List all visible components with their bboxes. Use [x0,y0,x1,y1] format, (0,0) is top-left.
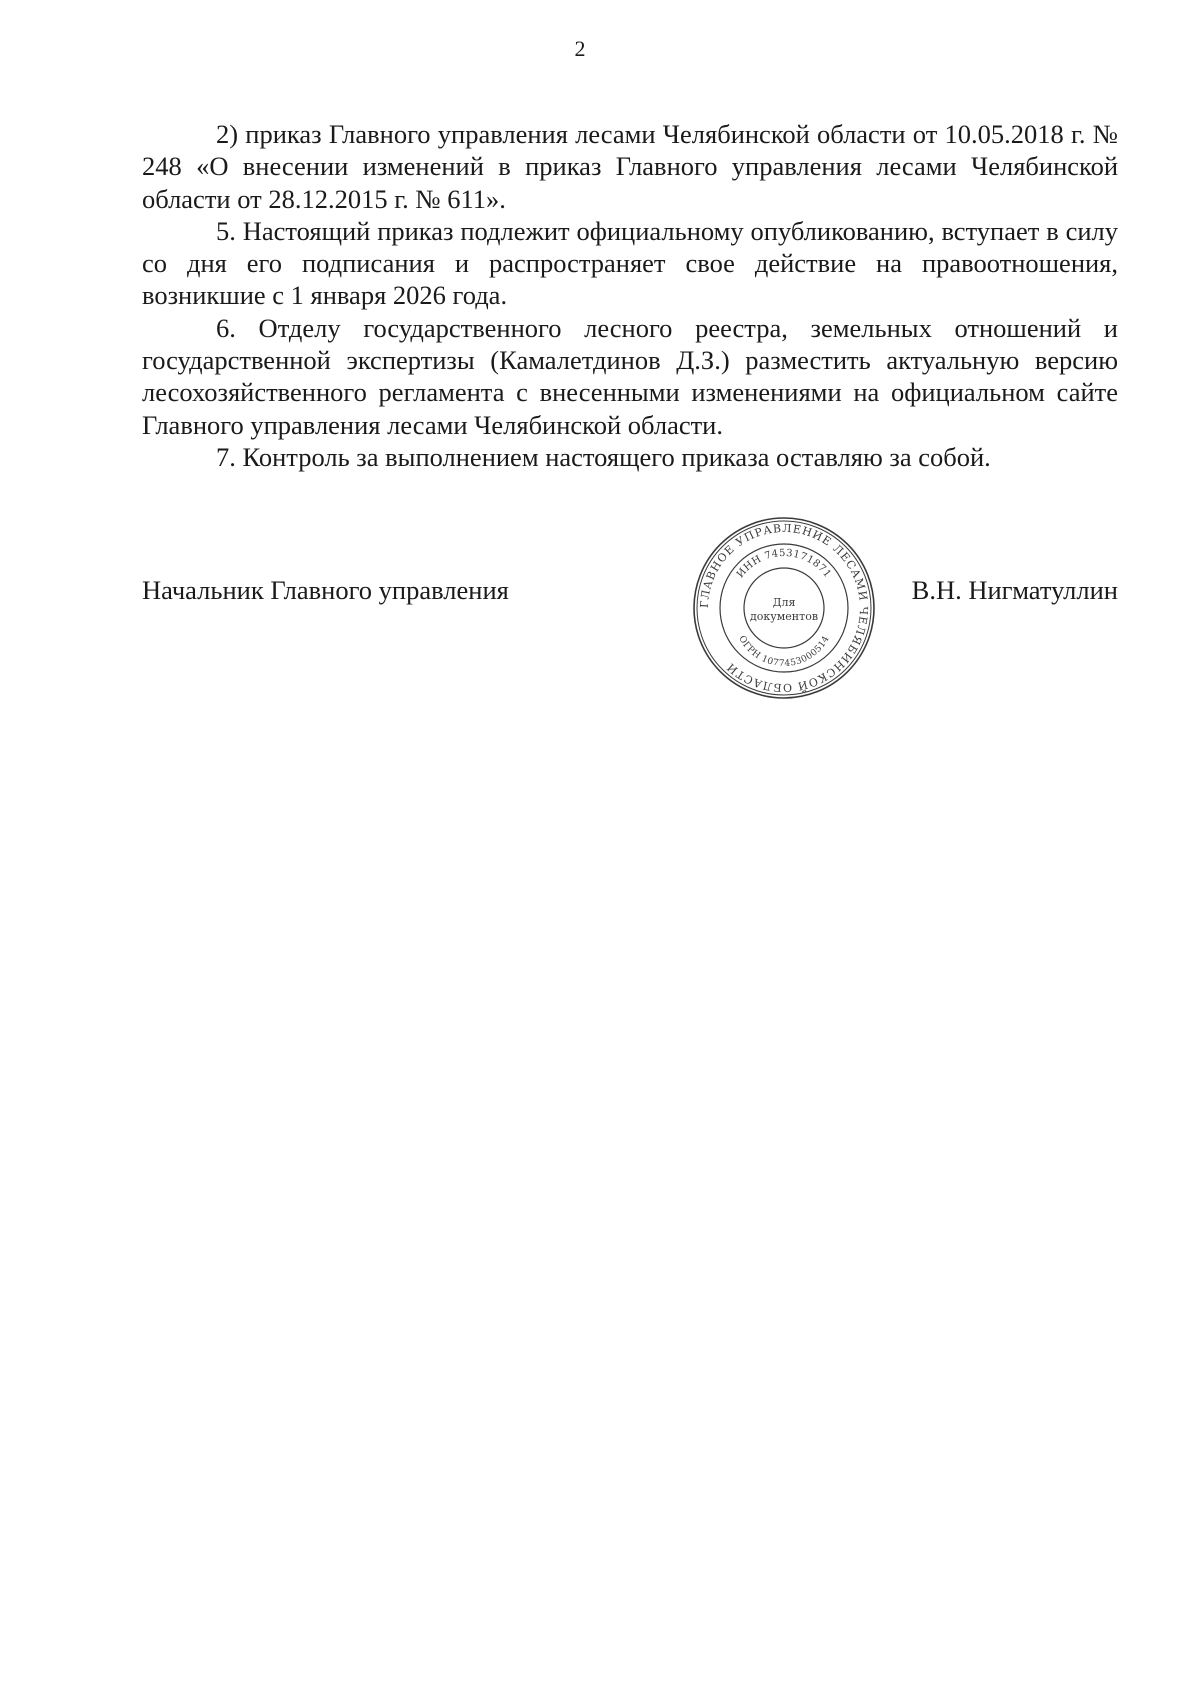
seal-center-line2: документов [749,610,819,623]
seal-center-line1: Для [772,596,796,609]
paragraph-item-5: 5. Настоящий приказ подлежит официальному опубликованию, вступает в силу со дня его подписания и распространяет свое действие на правоотношения, возникшие с 1 января 2026 года. [142,215,1118,311]
paragraph-item-7: 7. Контроль за выполнением настоящего приказа оставляю за собой. [216,441,991,472]
paragraph-item-2: 2) приказ Главного управления лесами Челябинской области от 10.05.2018 г. № 248 «О внесении изменений в приказ Главного управления лесами Челябинской области от 28.12.2015 г. № 611». [142,119,1118,214]
seal-inn-text: ИНН 7453171871 [734,547,834,581]
signer-title: Начальник Главного управления [142,575,509,605]
signer-name: В.Н. Нигматуллин [911,575,1118,605]
seal-outer-text: ГЛАВНОЕ УПРАВЛЕНИЕ ЛЕСАМИ ЧЕЛЯБИНСКОЙ ОБЛАСТИ [697,521,871,695]
seal-ogrn-text: ОГРН 1077453000514 [736,634,832,670]
seal-graphic [692,516,876,700]
page-number: 2 [574,36,586,61]
document-body [142,118,1118,473]
paragraph-item-6: 6. Отделу государственного лесного реестра, земельных отношений и государственной экспертизы (Камалетдинов Д.З.) разместить актуальную версию лесохозяйственного регламента с внесенными изменениями на официальном сайте Главного управления лесами Челябинской области. [142,312,1118,440]
official-seal [692,516,876,700]
signature-block [142,570,1118,610]
